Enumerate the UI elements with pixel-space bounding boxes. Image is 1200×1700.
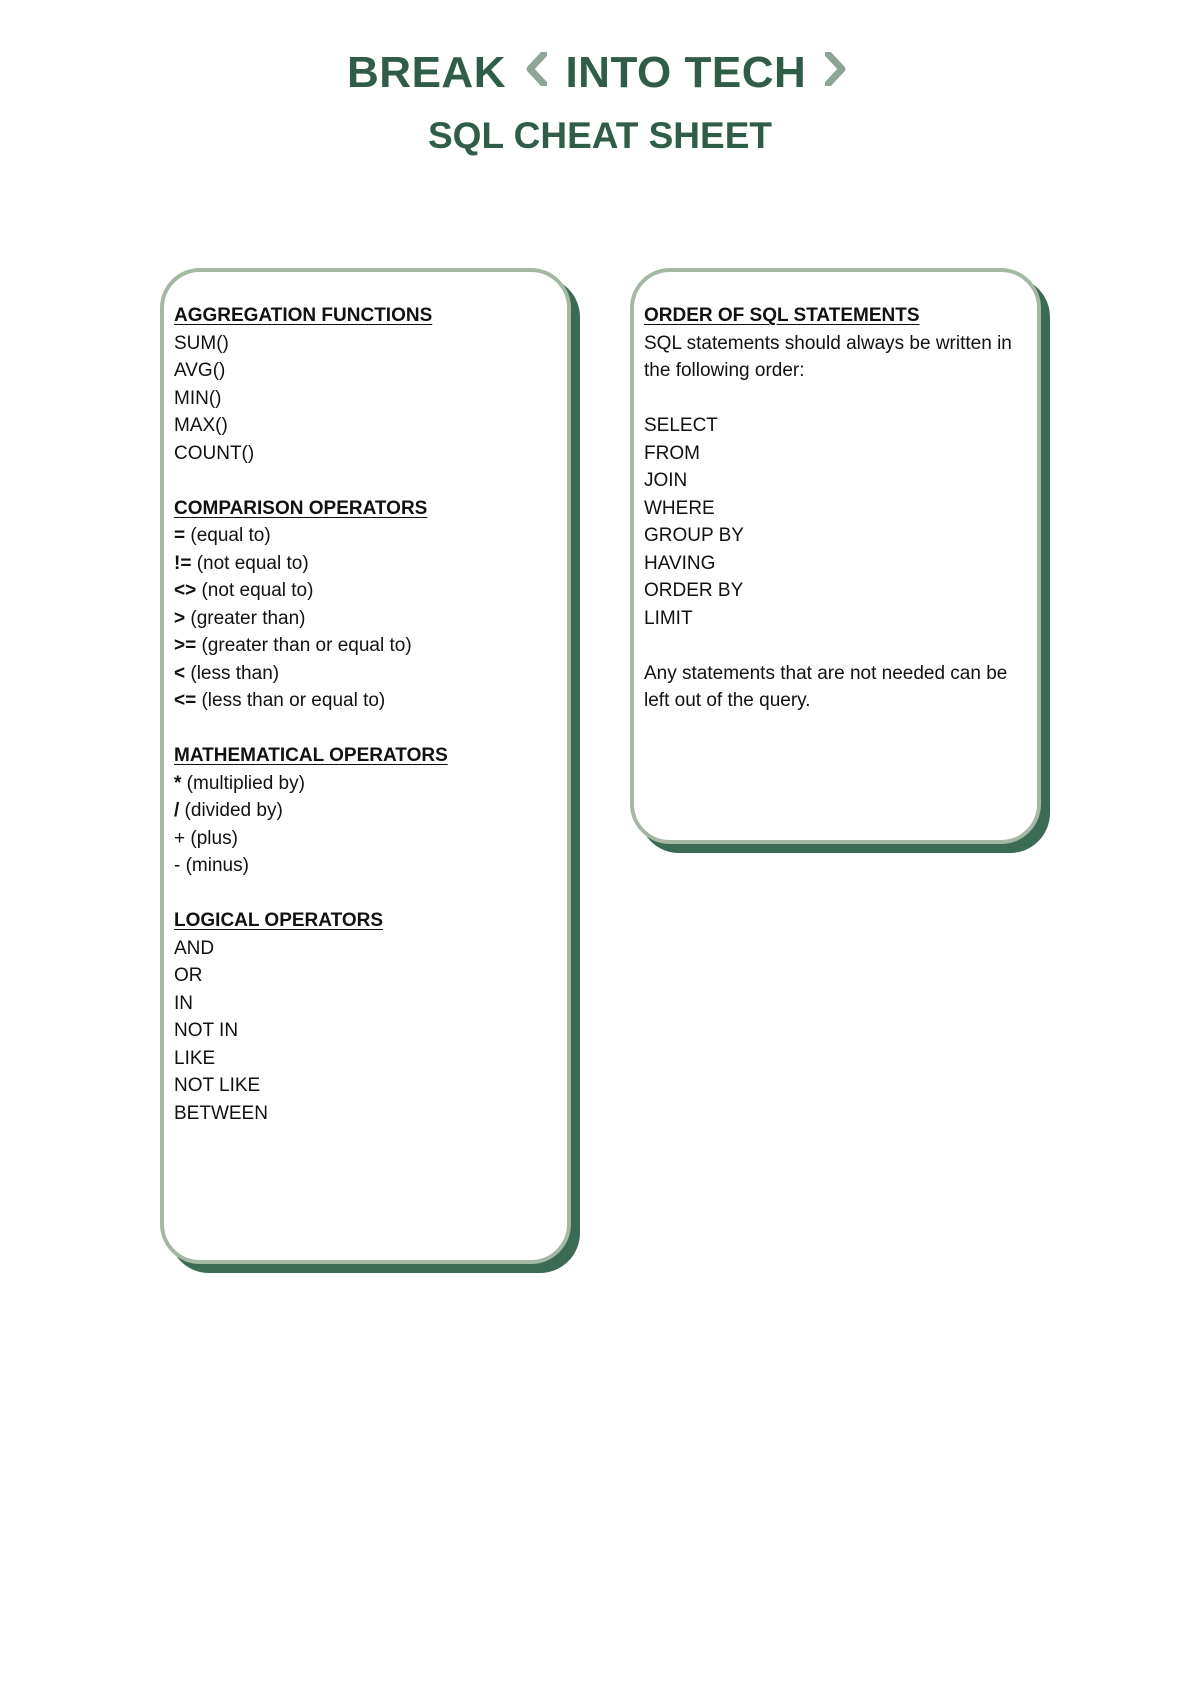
operator-symbol: - [174,855,181,876]
order-title: ORDER OF SQL STATEMENTS [644,305,920,326]
operator-description: (not equal to) [191,552,309,574]
statement-item: LIMIT [644,607,693,629]
comparison-item [174,550,557,578]
spacer [174,715,557,743]
spacer [644,632,1027,660]
operator-description: (not equal to) [196,580,314,601]
operator-symbol: / [174,800,180,821]
comparison-section [174,495,557,715]
spacer [174,880,557,908]
mathematical-item [174,770,557,798]
logical-item: NOT IN [174,1020,239,1041]
comparison-title: COMPARISON OPERATORS [174,497,428,519]
operator-description: (minus) [180,855,249,876]
operator-description: (divided by) [179,800,283,821]
aggregation-item: AVG() [174,360,226,381]
operator-symbol: <> [174,580,197,601]
comparison-item [174,577,557,605]
page-title: SQL CHEAT SHEET [427,115,772,156]
statement-item: SELECT [644,415,718,436]
spacer [174,467,557,495]
statement-item: FROM [644,442,700,464]
mathematical-title: MATHEMATICAL OPERATORS [174,745,448,766]
brand-word-break: BREAK [347,48,506,97]
operator-symbol: * [174,772,182,794]
comparison-item [174,660,557,688]
order-intro: SQL statements should always be written in the following order: [644,332,1012,381]
operator-description: (greater than) [185,607,306,629]
logical-section [174,907,557,1127]
operator-symbol: = [174,525,186,546]
operator-description: (greater than or equal to) [196,635,412,656]
statement-item: HAVING [644,552,716,574]
operator-description: (less than or equal to) [196,690,386,711]
comparison-item [174,687,557,715]
mathematical-item [174,797,557,825]
aggregation-item: SUM() [174,332,229,354]
logical-title: LOGICAL OPERATORS [174,910,384,931]
logical-item: LIKE [174,1047,216,1069]
statement-item: GROUP BY [644,525,744,546]
operator-description: (plus) [185,827,238,849]
comparison-item [174,522,557,550]
operator-description: (less than) [185,662,280,684]
operator-symbol: <= [174,690,197,711]
logical-item: NOT LIKE [174,1075,261,1096]
brand-word-into-tech: INTO TECH [565,48,807,97]
logical-item: IN [174,992,193,1014]
statement-item: ORDER BY [644,580,744,601]
chevron-right-icon [825,47,847,97]
aggregation-item: MIN() [174,387,222,409]
mathematical-item [174,852,557,880]
aggregation-section [174,302,557,467]
aggregation-title: AGGREGATION FUNCTIONS [174,305,433,326]
operator-symbol: > [174,607,186,629]
operator-symbol: != [174,552,192,574]
logical-item: BETWEEN [174,1102,268,1124]
operator-description: (equal to) [185,525,271,546]
operator-symbol: < [174,662,186,684]
comparison-item [174,605,557,633]
operator-symbol: >= [174,635,197,656]
aggregation-item: COUNT() [174,442,255,464]
left-card [160,268,571,1264]
operator-symbol: + [174,827,186,849]
chevron-left-icon [525,47,547,97]
statement-item: WHERE [644,497,715,519]
statement-item: JOIN [644,470,688,491]
brand-logo [0,48,1200,100]
right-card [630,268,1041,844]
aggregation-item: MAX() [174,415,228,436]
logical-item: OR [174,965,203,986]
mathematical-section [174,742,557,880]
comparison-item [174,632,557,660]
mathematical-item [174,825,557,853]
logical-item: AND [174,937,215,959]
order-note: Any statements that are not needed can be left out of the query. [644,662,1008,711]
operator-description: (multiplied by) [181,772,305,794]
spacer [644,385,1027,413]
